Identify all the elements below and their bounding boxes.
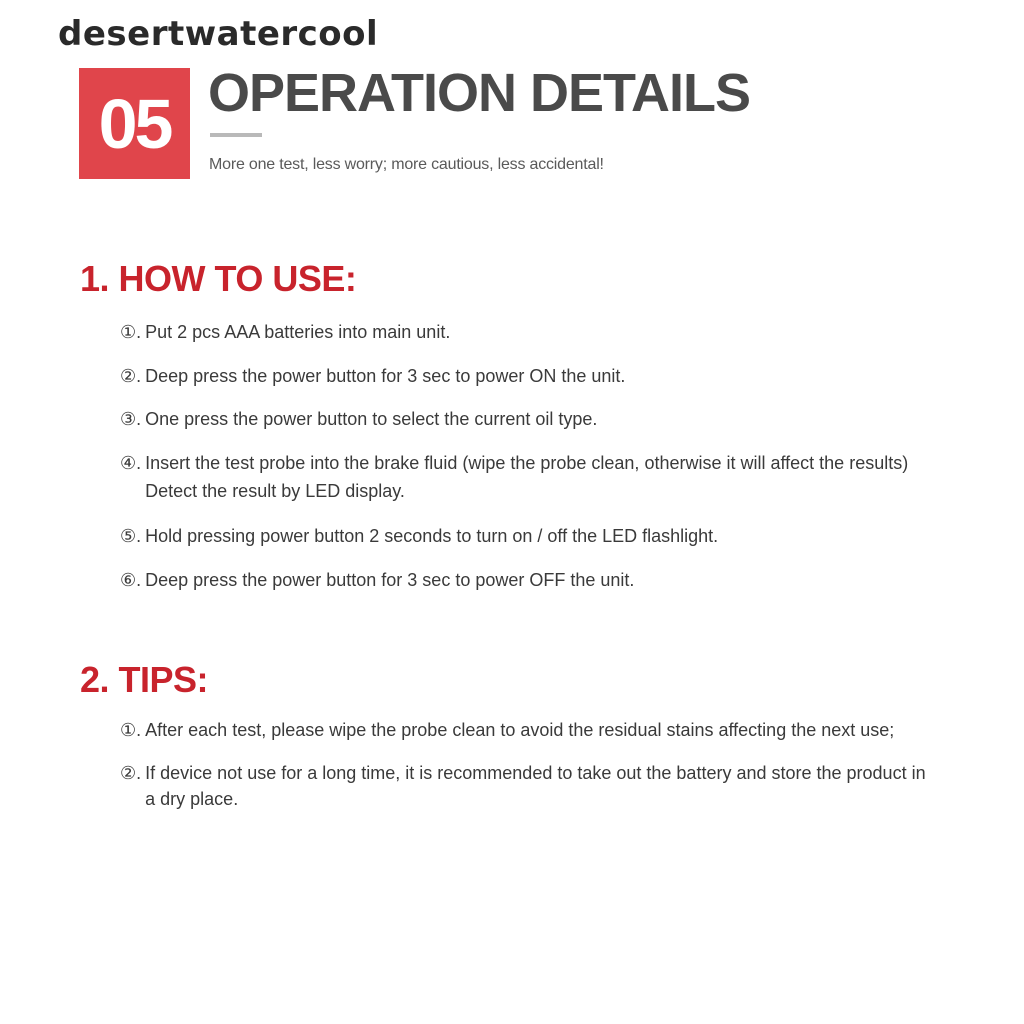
step-text: One press the power button to select the current oil type.: [145, 409, 598, 429]
how-to-use-step-6: [120, 566, 1000, 594]
step-marker: ③.: [120, 409, 142, 429]
watermark-text: desertwatercool: [58, 14, 379, 54]
how-to-use-step-5: [120, 522, 1000, 550]
how-to-use-step-1: [120, 318, 1000, 346]
tip-item-2: [120, 760, 940, 812]
tips-heading: 2. TIPS:: [80, 659, 209, 700]
how-to-use-step-2: [120, 362, 1000, 390]
title-underline: [210, 133, 262, 137]
step-marker: ⑥.: [120, 570, 142, 590]
how-to-use-step-3: [120, 405, 1000, 433]
how-to-use-heading: 1. HOW TO USE:: [80, 258, 357, 299]
step-marker: ①.: [120, 322, 142, 342]
tip-marker: ①.: [120, 720, 142, 740]
tip-marker: ②.: [120, 763, 142, 783]
how-to-use-step-4: [120, 449, 910, 505]
step-marker: ②.: [120, 366, 142, 386]
step-text: Deep press the power button for 3 sec to power ON the unit.: [145, 366, 626, 386]
step-text: Insert the test probe into the brake fluid (wipe the probe clean, otherwise it will affect the results) Detect the result by LED display.: [145, 453, 909, 501]
step-marker: ④.: [120, 453, 142, 473]
page-subtitle: More one test, less worry; more cautious, less accidental!: [209, 156, 604, 173]
tip-text: If device not use for a long time, it is recommended to take out the battery and store the product in a dry place.: [145, 763, 926, 809]
section-number-badge: [79, 68, 190, 179]
step-marker: ⑤.: [120, 526, 142, 546]
tip-item-1: [120, 716, 1010, 744]
step-text: Hold pressing power button 2 seconds to turn on / off the LED flashlight.: [145, 526, 719, 546]
step-text: Deep press the power button for 3 sec to power OFF the unit.: [145, 570, 635, 590]
section-number: 05: [98, 84, 171, 163]
step-text: Put 2 pcs AAA batteries into main unit.: [145, 322, 451, 342]
page-title: OPERATION DETAILS: [208, 63, 751, 123]
tip-text: After each test, please wipe the probe clean to avoid the residual stains affecting the next use;: [145, 720, 895, 740]
